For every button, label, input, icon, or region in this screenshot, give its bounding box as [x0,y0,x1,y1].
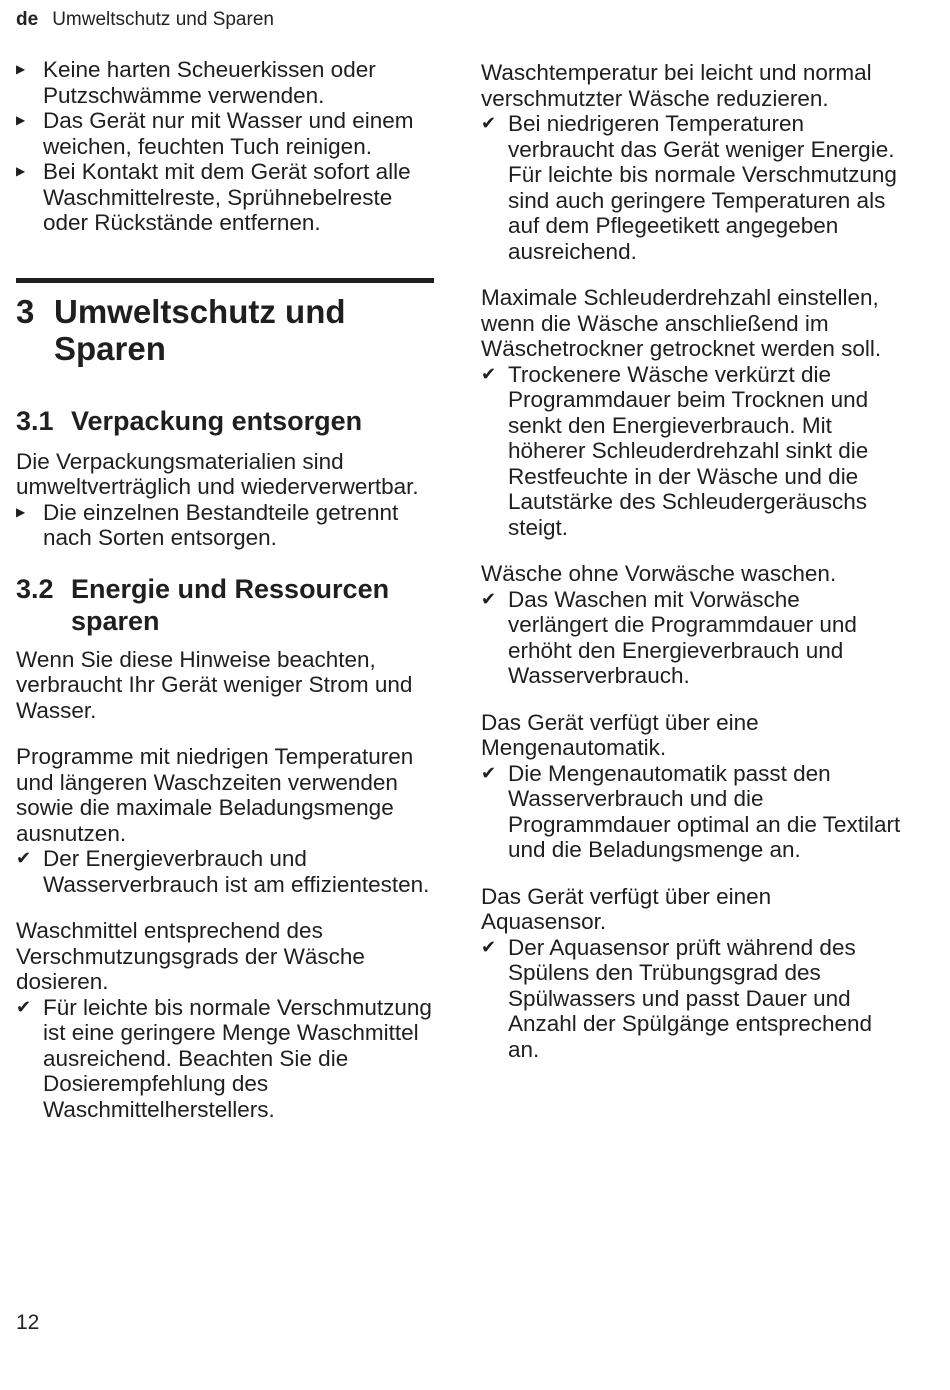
chapter-heading [16,293,434,367]
paragraph: Das Gerät verfügt über eine Mengenautomatik. [481,709,759,760]
paragraph: Das Gerät verfügt über einen Aquasensor. [481,883,772,934]
check-item [481,761,901,863]
check-text: Das Waschen mit Vorwäsche verlängert die Programmdauer und erhöht den Energieverbrauch und Wasserverbrauch. [508,586,857,688]
section-heading-3-1 [16,405,434,437]
section-title: Verpackung entsorgen [71,405,363,436]
checkmark-icon: ✔ [481,936,497,957]
paragraph: Maximale Schleuderdrehzahl einstellen, wenn die Wäsche anschließend im Wäschetrockner getrocknet werden soll. [481,285,882,361]
check-item [16,995,434,1123]
section-number: 3.2 [16,573,54,604]
running-header [16,9,274,31]
right-column [481,60,901,1062]
paragraph: Waschtemperatur bei leicht und normal verschmutzter Wäsche reduzieren. [481,60,872,111]
chapter-number: 3 [16,292,35,330]
header-title: Umweltschutz und Sparen [52,9,274,30]
check-text: Der Energieverbrauch und Wasserverbrauch ist am effizientesten. [43,846,430,897]
paragraph: Wenn Sie diese Hinweise beachten, verbraucht Ihr Gerät weniger Strom und Wasser. [16,646,413,723]
triangle-bullet-icon: ▶ [16,62,26,76]
check-text: Bei niedrigeren Temperaturen verbraucht das Gerät weniger Energie. Für leichte bis normale Verschmutzung sind auch geringere Temperaturen als auf dem Pflegeetikett angegeben ausreichend. [508,111,897,264]
bullet-item [16,500,434,551]
language-code: de [16,9,39,30]
check-item [481,587,901,689]
checkmark-icon: ✔ [481,363,497,384]
check-text: Die Mengenautomatik passt den Wasserverbrauch und die Programmdauer optimal an die Textilart und die Beladungsmenge an. [508,760,901,862]
paragraph: Programme mit niedrigen Temperaturen und längeren Waschzeiten verwenden sowie die maximale Beladungsmenge ausnutzen. [16,744,414,846]
checkmark-icon: ✔ [481,588,497,609]
paragraph: Waschmittel entsprechend des Verschmutzungsgrads der Wäsche dosieren. [16,918,365,994]
section-title: Energie und Ressourcen sparen [71,573,390,636]
paragraph: Wäsche ohne Vorwäsche waschen. [481,561,837,586]
check-item [481,111,901,264]
checkmark-icon: ✔ [481,113,497,133]
triangle-bullet-icon: ▶ [16,504,26,519]
bullet-text: Bei Kontakt mit dem Gerät sofort alle Waschmittelreste, Sprühnebelreste oder Rückstände entfernen. [43,159,411,235]
check-item [16,846,434,897]
bullet-item [16,108,434,159]
bullet-text: Die einzelnen Bestandteile getrennt nach Sorten entsorgen. [43,499,399,550]
check-text: Der Aquasensor prüft während des Spülens den Trübungsgrad des Spülwassers und passt Dauer und Anzahl der Spülgänge entsprechend an. [508,934,873,1062]
bullet-item [16,159,434,236]
bullet-text: Das Gerät nur mit Wasser und einem weichen, feuchten Tuch reinigen. [43,108,414,159]
page-number: 12 [16,1311,40,1334]
section-number: 3.1 [16,405,54,436]
checkmark-icon: ✔ [481,762,497,783]
chapter-title: Umweltschutz und Sparen [54,292,346,367]
check-text: Trockenere Wäsche verkürzt die Programmdauer beim Trocknen und senkt den Energieverbrauch. Mit höherer Schleuderdrehzahl sinkt die Restfeuchte in der Wäsche und die Lautstärke des Schleudergeräuschs steigt. [508,361,869,540]
chapter-rule [16,278,434,283]
paragraph: Die Verpackungsmaterialien sind umweltverträglich und wiederverwertbar. [16,448,419,499]
check-item [481,935,901,1063]
checkmark-icon: ✔ [16,848,32,868]
check-item [481,362,901,541]
triangle-bullet-icon: ▶ [16,113,26,127]
section-heading-3-2 [16,573,434,637]
check-text: Für leichte bis normale Verschmutzung ist eine geringere Menge Waschmittel ausreichend. Beachten Sie die Dosierempfehlung des Waschmittelherstellers. [43,994,432,1122]
bullet-item [16,57,434,108]
checkmark-icon: ✔ [16,996,32,1017]
triangle-bullet-icon: ▶ [16,164,26,178]
bullet-text: Keine harten Scheuerkissen oder Putzschwämme verwenden. [43,57,376,108]
left-column [16,57,434,1122]
